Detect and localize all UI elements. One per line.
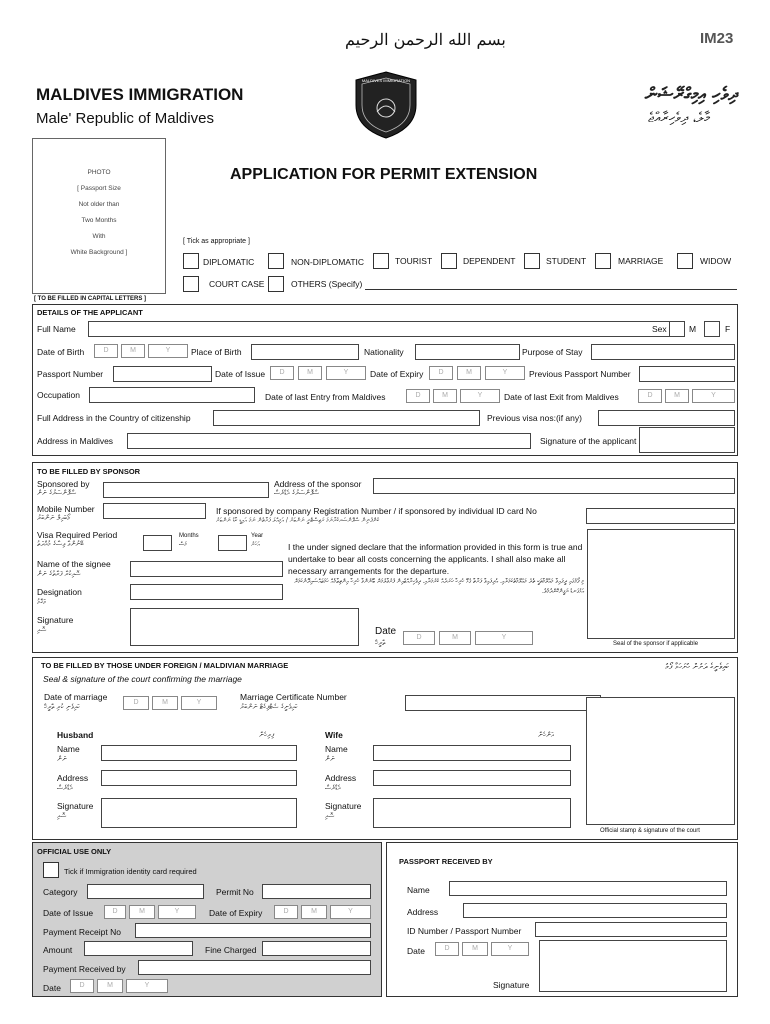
- diplomatic-label: DIPLOMATIC: [203, 257, 255, 267]
- official-issue-month[interactable]: M: [129, 905, 155, 919]
- expiry-day[interactable]: D: [429, 366, 453, 380]
- sex-m-checkbox[interactable]: [669, 321, 685, 337]
- sponsor-address-label: Address of the sponsor: [274, 479, 362, 489]
- org-location: Male' Republic of Maldives: [36, 110, 214, 127]
- husband-dhivehi: ފިރިހެނާ: [259, 731, 274, 739]
- previous-visa-label: Previous visa nos:(if any): [487, 413, 582, 423]
- marriage-checkbox[interactable]: [595, 253, 611, 269]
- pr-date-year[interactable]: Y: [491, 942, 529, 956]
- designation-dhivehi: މަޤާމު: [37, 598, 46, 606]
- capital-letters-note: [ TO BE FILLED IN CAPITAL LETTERS ]: [34, 296, 146, 302]
- exit-month[interactable]: M: [665, 389, 689, 403]
- pr-name-label: Name: [407, 885, 430, 895]
- wife-address-dhivehi: އެޑްރެސް: [325, 784, 341, 792]
- others-label: OTHERS (Specify): [291, 279, 363, 289]
- sex-f-label: F: [725, 324, 731, 334]
- diplomatic-checkbox[interactable]: [183, 253, 199, 269]
- official-expiry-month[interactable]: M: [301, 905, 327, 919]
- photo-box[interactable]: [32, 138, 166, 294]
- tick-hint: [ Tick as appropriate ]: [183, 238, 250, 245]
- sponsored-by-input[interactable]: [103, 482, 269, 498]
- full-address-label: Full Address in the Country of citizenship: [37, 413, 191, 423]
- sponsor-section-title: TO BE FILLED BY SPONSOR: [37, 467, 141, 476]
- passport-number-input[interactable]: [113, 366, 212, 382]
- sponsor-section: [32, 462, 738, 653]
- visa-period-dhivehi: ބޭނުންވާ ވިސާގެ މުއްދަތު: [37, 540, 84, 548]
- passport-received-section: [386, 842, 738, 997]
- exit-day[interactable]: D: [638, 389, 662, 403]
- pr-name-input[interactable]: [449, 881, 727, 896]
- tourist-label: TOURIST: [395, 256, 433, 266]
- months-dhivehi: މަސް: [179, 541, 187, 548]
- purpose-input[interactable]: [591, 344, 735, 360]
- non-diplomatic-checkbox[interactable]: [268, 253, 284, 269]
- dob-label: Date of Birth: [37, 347, 85, 357]
- issue-month[interactable]: M: [298, 366, 322, 380]
- sponsor-date-month[interactable]: M: [439, 631, 471, 645]
- widow-label: WIDOW: [700, 256, 732, 266]
- payment-received-label: Payment Received by: [43, 964, 126, 974]
- wife-address-label: Address: [325, 773, 357, 783]
- address-maldives-label: Address in Maldives: [37, 436, 114, 446]
- dob-month[interactable]: M: [121, 344, 145, 358]
- husband-signature-box[interactable]: [101, 798, 297, 828]
- official-date-month[interactable]: M: [97, 979, 123, 993]
- issue-day[interactable]: D: [270, 366, 294, 380]
- occupation-input[interactable]: [89, 387, 255, 403]
- expiry-year[interactable]: Y: [485, 366, 525, 380]
- husband-signature-label: Signature: [57, 801, 94, 811]
- sex-f-checkbox[interactable]: [704, 321, 720, 337]
- mobile-dhivehi: މޯބައިލް ނަންބަރު: [37, 514, 71, 522]
- dob-day[interactable]: D: [94, 344, 118, 358]
- husband-signature-dhivehi: ސޮއި: [57, 812, 67, 820]
- last-exit-label: Date of last Exit from Maldives: [504, 392, 619, 402]
- year-dhivehi: އަހަރު: [251, 541, 260, 548]
- wife-heading: Wife: [325, 730, 343, 740]
- pr-signature-box[interactable]: [539, 940, 727, 992]
- sponsor-date-label: Date: [375, 626, 397, 637]
- identity-card-label: Tick if Immigration identity card required: [64, 867, 197, 876]
- visa-months-input[interactable]: [143, 535, 172, 551]
- nationality-label: Nationality: [364, 347, 404, 357]
- dhivehi-location: މާލެ، ދިވެހިރާއްޖެ: [647, 110, 710, 126]
- mobile-label: Mobile Number: [37, 504, 95, 514]
- org-name: MALDIVES IMMIGRATION: [36, 85, 244, 104]
- husband-name-input[interactable]: [101, 745, 297, 761]
- amount-label: Amount: [43, 945, 73, 955]
- date-of-issue-label: Date of Issue: [215, 369, 266, 379]
- marriage-subtitle: Seal & signature of the court confirming the marriage: [43, 674, 242, 684]
- husband-name-label: Name: [57, 744, 80, 754]
- wife-signature-dhivehi: ސޮއި: [325, 812, 335, 820]
- wife-signature-label: Signature: [325, 801, 362, 811]
- sponsored-by-label: Sponsored by: [37, 479, 90, 489]
- wife-name-dhivehi: ނަން: [325, 755, 335, 763]
- payment-receipt-label: Payment Receipt No: [43, 927, 121, 937]
- pr-date-day[interactable]: D: [435, 942, 459, 956]
- official-issue-label: Date of Issue: [43, 908, 94, 918]
- official-issue-day[interactable]: D: [104, 905, 126, 919]
- registration-label: If sponsored by company Registration Number / if sponsored by individual ID card No: [216, 506, 537, 516]
- wife-name-label: Name: [325, 744, 348, 754]
- visa-period-label: Visa Required Period: [37, 530, 118, 540]
- previous-passport-label: Previous Passport Number: [529, 369, 631, 379]
- entry-day[interactable]: D: [406, 389, 430, 403]
- official-expiry-day[interactable]: D: [274, 905, 298, 919]
- photo-line: With: [92, 233, 106, 240]
- passport-received-title: PASSPORT RECEIVED BY: [399, 857, 493, 866]
- passport-number-label: Passport Number: [37, 369, 104, 379]
- place-of-birth-input[interactable]: [251, 344, 359, 360]
- photo-line: [ Passport Size: [77, 185, 121, 192]
- date-of-expiry-label: Date of Expiry: [370, 369, 424, 379]
- sponsor-date-dhivehi: ތާރީޚް: [375, 639, 386, 647]
- expiry-month[interactable]: M: [457, 366, 481, 380]
- pr-id-label: ID Number / Passport Number: [407, 926, 522, 936]
- place-of-birth-label: Place of Birth: [191, 347, 242, 357]
- student-checkbox[interactable]: [524, 253, 540, 269]
- pr-id-input[interactable]: [535, 922, 727, 937]
- full-name-label: Full Name: [37, 324, 76, 334]
- amount-input[interactable]: [84, 941, 193, 956]
- certificate-label: Marriage Certificate Number: [240, 692, 347, 702]
- dhivehi-title: ދިވެހި އިމިގްރޭޝަން: [644, 84, 738, 105]
- marriage-date-day[interactable]: D: [123, 696, 149, 710]
- official-date-year[interactable]: Y: [126, 979, 168, 993]
- occupation-label: Occupation: [37, 390, 80, 400]
- marriage-title-dhivehi: ކައިވެނީގެ ދަށުން ހުށަހަޅާ ފޯމު: [665, 662, 729, 671]
- category-label: Category: [43, 887, 78, 897]
- court-case-label: COURT CASE: [209, 279, 265, 289]
- certificate-input[interactable]: [405, 695, 601, 711]
- declaration-text: I the under signed declare that the information provided in this form is true and undertake to bear all costs concerning the applicants. I shall also make all necessary arrangements for the departure.: [288, 542, 583, 576]
- date-of-marriage-label: Date of marriage: [44, 692, 108, 702]
- wife-signature-box[interactable]: [373, 798, 571, 828]
- address-maldives-input[interactable]: [127, 433, 531, 449]
- months-label: Months: [179, 533, 199, 539]
- basmala: بسم الله الرحمن الرحيم: [345, 30, 506, 49]
- court-stamp-label: Official stamp & signature of the court: [600, 828, 700, 834]
- husband-name-dhivehi: ނަން: [57, 755, 67, 763]
- official-date-day[interactable]: D: [70, 979, 94, 993]
- permit-no-input[interactable]: [262, 884, 371, 899]
- pr-address-label: Address: [407, 907, 439, 917]
- husband-address-label: Address: [57, 773, 89, 783]
- signee-name-input[interactable]: [130, 561, 283, 577]
- marriage-date-year[interactable]: Y: [181, 696, 217, 710]
- document-title: APPLICATION FOR PERMIT EXTENSION: [230, 166, 538, 183]
- official-date-label: Date: [43, 983, 61, 993]
- sponsor-address-dhivehi: ސްޕޮންސަރުގެ އެޑްރެސް: [274, 489, 320, 497]
- non-diplomatic-label: NON-DIPLOMATIC: [291, 257, 365, 267]
- husband-address-dhivehi: އެޑްރެސް: [57, 784, 73, 792]
- official-issue-year[interactable]: Y: [158, 905, 196, 919]
- emblem-text: MALDIVES IMMIGRATION: [361, 78, 411, 83]
- purpose-label: Purpose of Stay: [522, 347, 583, 357]
- entry-month[interactable]: M: [433, 389, 457, 403]
- payment-received-input[interactable]: [138, 960, 371, 975]
- payment-receipt-input[interactable]: [135, 923, 371, 938]
- applicant-signature-label: Signature of the applicant: [540, 436, 637, 446]
- others-specify-line[interactable]: [365, 289, 737, 290]
- photo-line: Two Months: [81, 217, 117, 224]
- sponsor-signature-label: Signature: [37, 615, 74, 625]
- sponsor-date-day[interactable]: D: [403, 631, 435, 645]
- official-expiry-year[interactable]: Y: [330, 905, 371, 919]
- full-address-input[interactable]: [213, 410, 480, 426]
- declaration-dhivehi: މި ފޯމުގައި ދީފައިވާ މަޢުލޫމާތަކީ ތެދު މަޢުލޫމާތުކަމަށާއި، އެދިފައިވާ ފަރާތާ ގުޅޭ ހުރިހާ ޚަރަދެއް ކުރުމަށާއި، ދިވެހިރާއްޖެއިން ފުރުވާލުމަށް ބޭނުންވާ ހުރިހާ އިންތިޒާމެއް ހަމަޖައްސައިދޭނެކަމަށް އަޅުގަނޑު ޔަގީންކޮށްދެމެވެ.: [294, 578, 584, 595]
- dependent-label: DEPENDENT: [463, 256, 516, 266]
- marriage-section: [32, 657, 738, 840]
- photo-line: White Background ]: [70, 249, 128, 256]
- permit-no-label: Permit No: [216, 887, 254, 897]
- full-name-input[interactable]: [88, 321, 677, 337]
- sex-label: Sex: [652, 324, 667, 334]
- marriage-date-month[interactable]: M: [152, 696, 178, 710]
- student-label: STUDENT: [546, 256, 587, 266]
- pr-signature-label: Signature: [493, 980, 530, 990]
- tourist-checkbox[interactable]: [373, 253, 389, 269]
- sponsor-address-input[interactable]: [373, 478, 735, 494]
- year-label: Year: [251, 533, 264, 539]
- previous-passport-input[interactable]: [639, 366, 735, 382]
- form-code: IM23: [700, 30, 734, 47]
- identity-card-checkbox[interactable]: [43, 862, 59, 878]
- official-expiry-label: Date of Expiry: [209, 908, 263, 918]
- exit-year[interactable]: Y: [692, 389, 735, 403]
- marriage-section-title: TO BE FILLED BY THOSE UNDER FOREIGN / MALDIVIAN MARRIAGE: [41, 661, 289, 670]
- court-stamp-box[interactable]: [586, 697, 735, 825]
- emblem: [353, 70, 419, 140]
- designation-label: Designation: [37, 587, 82, 597]
- husband-heading: Husband: [57, 730, 94, 740]
- pr-date-month[interactable]: M: [462, 942, 488, 956]
- sponsor-signature-box[interactable]: [130, 608, 359, 646]
- category-input[interactable]: [87, 884, 204, 899]
- fine-charged-label: Fine Charged: [205, 945, 257, 955]
- wife-dhivehi: އަންހެނާ: [538, 731, 554, 739]
- official-use-title: OFFICIAL USE ONLY: [37, 847, 112, 856]
- photo-line: PHOTO: [87, 169, 111, 176]
- sponsor-date-year[interactable]: Y: [475, 631, 533, 645]
- photo-line: Not older than: [78, 201, 120, 208]
- dob-year[interactable]: Y: [148, 344, 188, 358]
- last-entry-label: Date of last Entry from Maldives: [265, 392, 386, 402]
- husband-address-input[interactable]: [101, 770, 297, 786]
- dependent-checkbox[interactable]: [441, 253, 457, 269]
- wife-name-input[interactable]: [373, 745, 571, 761]
- designation-input[interactable]: [130, 584, 283, 600]
- previous-visa-input[interactable]: [598, 410, 735, 426]
- date-of-marriage-dhivehi: ކައިވެނި ކުރި ތާރީޚް: [44, 703, 80, 711]
- entry-year[interactable]: Y: [460, 389, 500, 403]
- sponsored-by-dhivehi: ސްޕޮންސަރުގެ ނަން: [37, 489, 77, 497]
- mobile-input[interactable]: [103, 503, 206, 519]
- registration-dhivehi: ކުންފުނިން ސްޕޮންސަރކުރާނަމަ ރަޖިސްޓްރީ ނަންބަރު / އަމިއްލަ ފަރާތުން ނަމަ އައިޑީ ކާޑު ނަންބަރު: [216, 517, 380, 524]
- applicant-signature-box[interactable]: [639, 427, 735, 453]
- official-use-section: [32, 842, 382, 997]
- pr-address-input[interactable]: [463, 903, 727, 918]
- signee-name-label: Name of the signee: [37, 559, 111, 569]
- fine-charged-input[interactable]: [262, 941, 371, 956]
- sponsor-signature-dhivehi: ސޮއި: [37, 626, 47, 634]
- nationality-input[interactable]: [415, 344, 520, 360]
- others-checkbox[interactable]: [268, 276, 284, 292]
- applicant-section: [32, 304, 738, 456]
- widow-checkbox[interactable]: [677, 253, 693, 269]
- applicant-section-title: DETAILS OF THE APPLICANT: [37, 308, 143, 317]
- signee-name-dhivehi: ސޮއިކުރާ ފަރާތުގެ ނަން: [37, 570, 81, 578]
- sponsor-seal-label: Seal of the sponsor if applicable: [613, 641, 699, 647]
- wife-address-input[interactable]: [373, 770, 571, 786]
- registration-input[interactable]: [586, 508, 735, 524]
- issue-year[interactable]: Y: [326, 366, 366, 380]
- visa-years-input[interactable]: [218, 535, 247, 551]
- sex-m-label: M: [689, 324, 697, 334]
- marriage-label: MARRIAGE: [618, 256, 664, 266]
- sponsor-seal-box[interactable]: [587, 529, 735, 639]
- certificate-dhivehi: ކައިވެނީގެ ސެޓްފިކެޓް ނަންބަރު: [240, 703, 298, 711]
- court-case-checkbox[interactable]: [183, 276, 199, 292]
- pr-date-label: Date: [407, 946, 425, 956]
